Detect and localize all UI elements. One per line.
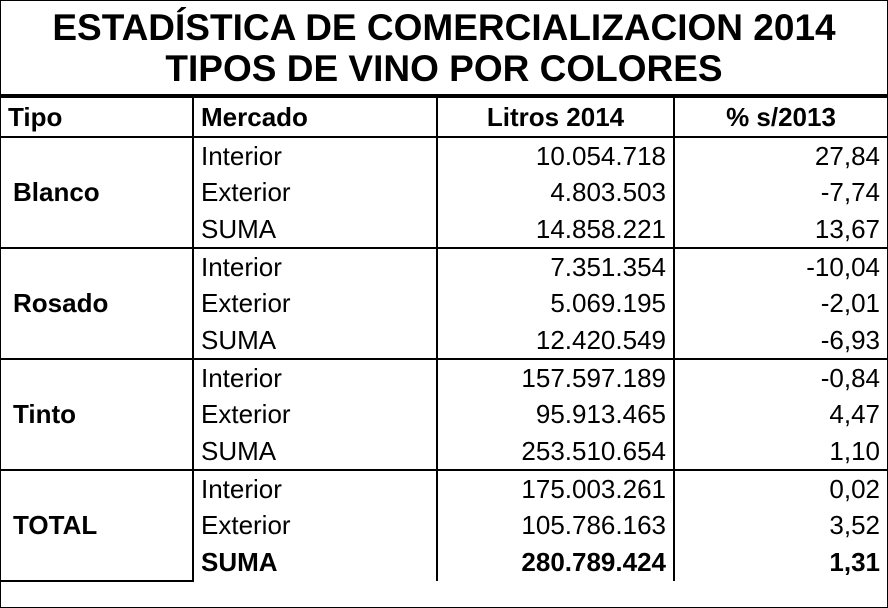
cell-mercado: Interior — [193, 359, 437, 396]
cell-pct: -10,04 — [674, 248, 887, 285]
cell-pct: -7,74 — [674, 174, 887, 211]
header-tipo: Tipo — [1, 97, 193, 137]
cell-litros: 7.351.354 — [437, 248, 674, 285]
cell-pct: -0,84 — [674, 359, 887, 396]
header-pct: % s/2013 — [674, 97, 887, 137]
group-tipo-rosado: Rosado — [1, 248, 193, 359]
cell-litros: 14.858.221 — [437, 211, 674, 248]
title-line-2: TIPOS DE VINO POR COLORES — [165, 48, 723, 89]
cell-mercado: Exterior — [193, 174, 437, 211]
cell-litros: 10.054.718 — [437, 137, 674, 174]
cell-mercado: Exterior — [193, 285, 437, 322]
cell-litros: 4.803.503 — [437, 174, 674, 211]
group-tipo-tinto: Tinto — [1, 359, 193, 470]
cell-mercado: Exterior — [193, 507, 437, 544]
cell-litros: 175.003.261 — [437, 470, 674, 507]
cell-pct: 0,02 — [674, 470, 887, 507]
cell-litros: 12.420.549 — [437, 322, 674, 359]
header-litros: Litros 2014 — [437, 97, 674, 137]
cell-mercado: Interior — [193, 248, 437, 285]
group-tipo-total: TOTAL — [1, 470, 193, 581]
cell-mercado: SUMA — [193, 211, 437, 248]
cell-pct: 13,67 — [674, 211, 887, 248]
group-tipo-blanco: Blanco — [1, 137, 193, 248]
cell-mercado: SUMA — [193, 433, 437, 470]
table-row — [1, 359, 887, 396]
cell-litros: 5.069.195 — [437, 285, 674, 322]
cell-litros: 105.786.163 — [437, 507, 674, 544]
document-title — [1, 1, 887, 96]
cell-mercado: SUMA — [193, 322, 437, 359]
table-row — [1, 248, 887, 285]
cell-mercado: Interior — [193, 137, 437, 174]
header-row — [1, 97, 887, 137]
cell-litros: 253.510.654 — [437, 433, 674, 470]
cell-litros: 95.913.465 — [437, 396, 674, 433]
cell-mercado-total: SUMA — [193, 544, 437, 581]
table-row — [1, 470, 887, 507]
cell-pct: 4,47 — [674, 396, 887, 433]
cell-mercado: Interior — [193, 470, 437, 507]
header-mercado: Mercado — [193, 97, 437, 137]
cell-pct: -2,01 — [674, 285, 887, 322]
cell-pct: 3,52 — [674, 507, 887, 544]
cell-pct: 1,10 — [674, 433, 887, 470]
cell-mercado: Exterior — [193, 396, 437, 433]
wine-stats-table — [1, 96, 887, 582]
cell-litros-total: 280.789.424 — [437, 544, 674, 581]
cell-litros: 157.597.189 — [437, 359, 674, 396]
table-row — [1, 137, 887, 174]
cell-pct: 27,84 — [674, 137, 887, 174]
cell-pct: -6,93 — [674, 322, 887, 359]
cell-pct-total: 1,31 — [674, 544, 887, 581]
title-line-1: ESTADÍSTICA DE COMERCIALIZACION 2014 — [52, 7, 836, 48]
